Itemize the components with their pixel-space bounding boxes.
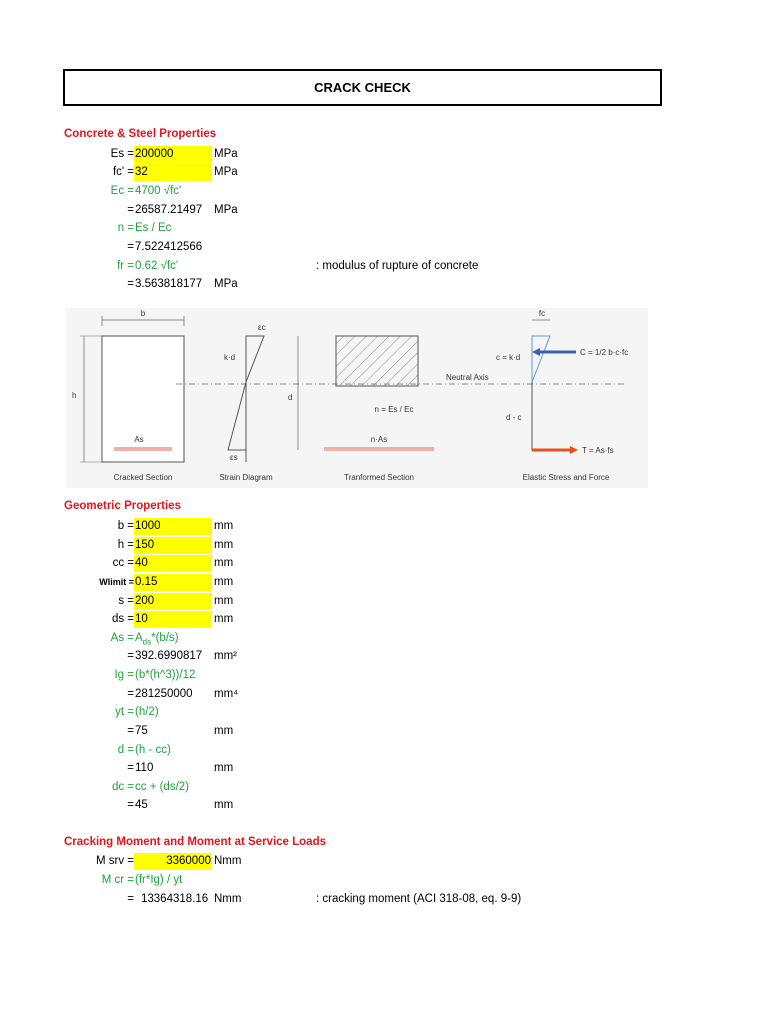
row-ds bbox=[0, 611, 768, 628]
row-yt-formula bbox=[0, 704, 768, 721]
label-d: d bbox=[288, 393, 293, 402]
label-b: b = bbox=[117, 520, 134, 532]
formula-ig: (b*(h^3))/12 bbox=[135, 669, 196, 681]
value-d: 110 bbox=[135, 762, 154, 774]
unit-msrv: Nmm bbox=[214, 855, 242, 867]
diagram-svg bbox=[66, 308, 648, 488]
label-d: d = bbox=[117, 744, 134, 756]
label-yt: yt = bbox=[115, 706, 134, 718]
label-ig: Ig = bbox=[114, 669, 134, 681]
input-wlimit[interactable]: 0.15 bbox=[134, 574, 212, 591]
unit-yt: mm bbox=[214, 725, 234, 737]
label-dc: dc = bbox=[111, 781, 134, 793]
eq-ig: = bbox=[127, 688, 134, 700]
row-s bbox=[0, 593, 768, 610]
row-as-value bbox=[0, 648, 768, 665]
label-nas: n·As bbox=[370, 435, 388, 444]
caption-strain: Strain Diagram bbox=[219, 473, 273, 482]
eq-yt: = bbox=[127, 725, 134, 737]
row-es bbox=[0, 146, 768, 163]
label-neutral-axis: Neutral Axis bbox=[446, 373, 489, 382]
formula-yt: (h/2) bbox=[135, 706, 159, 718]
row-ig-value bbox=[0, 686, 768, 703]
row-mcr-value bbox=[0, 891, 768, 908]
label-ec: Ec = bbox=[110, 185, 134, 197]
section-heading-moment: Cracking Moment and Moment at Service Loads bbox=[64, 836, 327, 848]
row-n-formula bbox=[0, 220, 768, 237]
label-ckd: c = k·d bbox=[496, 353, 521, 362]
value-ig: 281250000 bbox=[135, 688, 193, 700]
unit-ds: mm bbox=[214, 613, 234, 625]
formula-as: $A_{ds}*(b/s)$ bbox=[135, 632, 179, 647]
row-d-formula bbox=[0, 742, 768, 759]
value-yt: 75 bbox=[135, 725, 148, 737]
label-h: h bbox=[72, 391, 77, 400]
value-ec: 26587.21497 bbox=[135, 204, 203, 216]
unit-cc: mm bbox=[214, 557, 234, 569]
label-mcr: M cr = bbox=[101, 874, 134, 886]
unit-wlimit: mm bbox=[214, 576, 234, 588]
unit-ig: mm⁴ bbox=[214, 688, 239, 700]
label-as: As = bbox=[110, 632, 134, 644]
row-h bbox=[0, 537, 768, 554]
eq-fr: = bbox=[127, 278, 134, 290]
section-heading-geometric: Geometric Properties bbox=[64, 500, 181, 512]
row-fc bbox=[0, 164, 768, 181]
unit-d: mm bbox=[214, 762, 234, 774]
unit-b: mm bbox=[214, 520, 234, 532]
comment-mcr: : cracking moment (ACI 318-08, eq. 9-9) bbox=[316, 893, 522, 905]
caption-elastic: Elastic Stress and Force bbox=[522, 473, 610, 482]
unit-mcr: Nmm bbox=[214, 893, 242, 905]
unit-as: mm² bbox=[214, 650, 237, 662]
label-es: εs bbox=[230, 453, 238, 462]
unit-h: mm bbox=[214, 539, 234, 551]
label-fc: fc bbox=[538, 309, 546, 318]
row-d-value bbox=[0, 760, 768, 777]
formula-mcr: (fr*Ig) / yt bbox=[135, 874, 183, 886]
row-yt-value bbox=[0, 723, 768, 740]
label-s: s = bbox=[118, 595, 134, 607]
unit-s: mm bbox=[214, 595, 234, 607]
row-ec-value bbox=[0, 202, 768, 219]
label-b: b bbox=[140, 309, 146, 318]
input-fc[interactable]: 32 bbox=[134, 164, 212, 181]
eq-as: = bbox=[127, 650, 134, 662]
eq-dc: = bbox=[127, 799, 134, 811]
eq-mcr: = bbox=[127, 893, 134, 905]
unit-ec: MPa bbox=[214, 204, 238, 216]
input-s[interactable]: 200 bbox=[134, 593, 212, 610]
row-dc-value bbox=[0, 797, 768, 814]
input-msrv[interactable]: 3360000 bbox=[134, 853, 212, 870]
section-diagram bbox=[66, 308, 648, 488]
section-heading-properties: Concrete & Steel Properties bbox=[64, 128, 217, 140]
eq-d: = bbox=[127, 762, 134, 774]
caption-transformed: Tranformed Section bbox=[344, 473, 414, 482]
value-as: 392.6990817 bbox=[135, 650, 203, 662]
unit-dc: mm bbox=[214, 799, 234, 811]
label-fr: fr = bbox=[117, 260, 134, 272]
row-fr-value bbox=[0, 276, 768, 293]
label-h: h = bbox=[117, 539, 134, 551]
row-b bbox=[0, 518, 768, 535]
input-es[interactable]: 200000 bbox=[134, 146, 212, 163]
row-wlimit bbox=[0, 574, 768, 591]
rebar-strip bbox=[114, 447, 172, 451]
unit-es: MPa bbox=[214, 148, 238, 160]
label-c-force: C = 1/2 b·c·fc bbox=[580, 348, 629, 357]
row-fr-formula bbox=[0, 258, 768, 275]
value-fr: 3.563818177 bbox=[135, 278, 203, 290]
label-wlimit: Wlimit = bbox=[99, 577, 134, 587]
row-msrv bbox=[0, 853, 768, 870]
formula-fr: 0.62 √fc' bbox=[135, 260, 179, 272]
label-ds: ds = bbox=[111, 613, 134, 625]
label-cc: cc = bbox=[112, 557, 134, 569]
value-n: 7.522412566 bbox=[135, 241, 203, 253]
unit-fc: MPa bbox=[214, 166, 238, 178]
row-as-formula bbox=[0, 630, 768, 647]
unit-fr: MPa bbox=[214, 278, 238, 290]
row-dc-formula bbox=[0, 779, 768, 796]
transformed-rebar bbox=[324, 447, 434, 451]
input-ds[interactable]: 10 bbox=[134, 611, 212, 628]
label-es: Es = bbox=[110, 148, 134, 160]
formula-d: (h - cc) bbox=[135, 744, 171, 756]
label-as: As bbox=[134, 435, 144, 444]
eq-ec: = bbox=[127, 204, 134, 216]
value-mcr: 13364318.16 bbox=[141, 893, 209, 905]
page-title: CRACK CHECK bbox=[63, 69, 662, 106]
formula-ec: 4700 √fc' bbox=[135, 185, 182, 197]
row-ig-formula bbox=[0, 667, 768, 684]
label-fc: fc' = bbox=[112, 166, 134, 178]
input-b[interactable]: 1000 bbox=[134, 518, 212, 535]
label-kd: k·d bbox=[224, 353, 236, 362]
label-n: n = bbox=[117, 222, 134, 234]
comment-fr: : modulus of rupture of concrete bbox=[316, 260, 479, 272]
label-n-eq: n = Es / Ec bbox=[374, 405, 414, 414]
formula-dc: cc + (ds/2) bbox=[135, 781, 190, 793]
input-h[interactable]: 150 bbox=[134, 537, 212, 554]
caption-cracked: Cracked Section bbox=[113, 473, 173, 482]
label-dc: d - c bbox=[506, 413, 522, 422]
eq-n: = bbox=[127, 241, 134, 253]
hatched-area bbox=[336, 336, 418, 386]
input-cc[interactable]: 40 bbox=[134, 555, 212, 572]
row-ec-formula bbox=[0, 183, 768, 200]
row-mcr-formula bbox=[0, 872, 768, 889]
row-cc bbox=[0, 555, 768, 572]
value-dc: 45 bbox=[135, 799, 148, 811]
row-n-value bbox=[0, 239, 768, 256]
label-msrv: M srv = bbox=[95, 855, 134, 867]
label-ec: εc bbox=[258, 323, 266, 332]
label-t-force: T = As·fs bbox=[582, 446, 614, 455]
formula-n: Es / Ec bbox=[135, 222, 172, 234]
